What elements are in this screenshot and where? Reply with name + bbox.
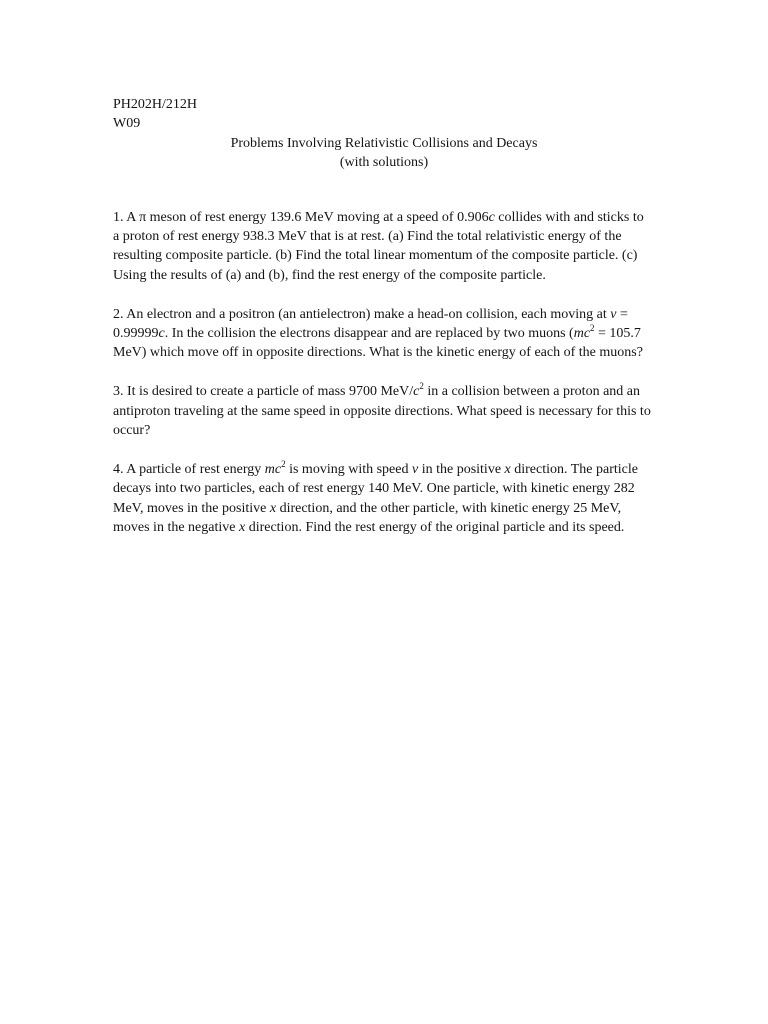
problem-text-segment: 1. A [113,209,140,225]
problem-text-segment: 2. An electron and a positron (an antielectron) make a head-on collision, each moving at [113,306,611,322]
problem-text-segment: c [158,326,165,342]
problem-text-segment: x [269,500,277,516]
problem-text-segment: 2 [419,381,424,392]
problem-text-segment: 3. It is desired to create a particle of mass 9700 MeV/ [113,384,414,400]
problem-text-segment: direction. Find the rest energy of the original particle and its speed. [245,520,625,536]
course-code: PH202H/212H [113,97,198,112]
problem-2 [113,305,653,363]
problem-text-segment: v [610,306,617,322]
problem-text-segment: 4. A particle of rest energy [113,461,265,477]
title-block [113,134,655,173]
problem-text-segment: x [238,520,246,536]
problem-text-segment: 2 [590,323,595,334]
problem-1 [113,208,653,286]
problem-text-segment: 2 [281,458,286,469]
problem-list [113,208,653,538]
problem-text-segment: meson of rest energy 139.6 MeV moving at a speed of 0.906 [146,209,489,225]
document-title: Problems Involving Relativistic Collisions and Decays [230,135,538,151]
problem-text-segment: c [413,384,420,400]
problem-3 [113,382,653,440]
problem-text-segment: mc [264,461,282,477]
problem-text-segment: direction, and the other particle, with kinetic energy 25 MeV, moves in the negative [113,500,622,536]
term-code: W09 [113,116,141,132]
problem-text-segment: π [139,209,147,225]
problem-text-segment: x [504,461,511,477]
problem-text-segment: collides with and sticks to a proton of rest energy 938.3 MeV that is at rest. (a) Find the total relativistic energy of the resulting composite particle. (b) Find the total linear momentum of the composite particle. (c) Using the results of (a) and (b), find the rest energy of the composite particle. [113,209,644,283]
problem-text-segment: v [411,461,419,477]
problem-text-segment: mc [573,326,591,342]
problem-text-segment: = 105.7 MeV) which move off in opposite directions. What is the kinetic energy of each of the muons? [113,326,643,361]
problem-text-segment: . In the collision the electrons disappear and are replaced by two muons ( [164,326,574,342]
problem-text-segment: in a collision between a proton and an antiproton traveling at the same speed in opposite directions. What speed is necessary for this to occur? [113,384,651,439]
document-page [113,95,653,557]
document-subtitle: (with solutions) [339,155,429,171]
problem-text-segment: direction. The particle decays into two particles, each of rest energy 140 MeV. One particle, with kinetic energy 282 MeV, moves in the positive [113,461,638,516]
problem-text-segment: is moving with speed [285,461,412,477]
problem-4 [113,460,653,538]
problem-text-segment: c [488,209,495,225]
problem-text-segment: = 0.99999 [113,306,628,342]
problem-text-segment: in the positive [418,461,505,477]
